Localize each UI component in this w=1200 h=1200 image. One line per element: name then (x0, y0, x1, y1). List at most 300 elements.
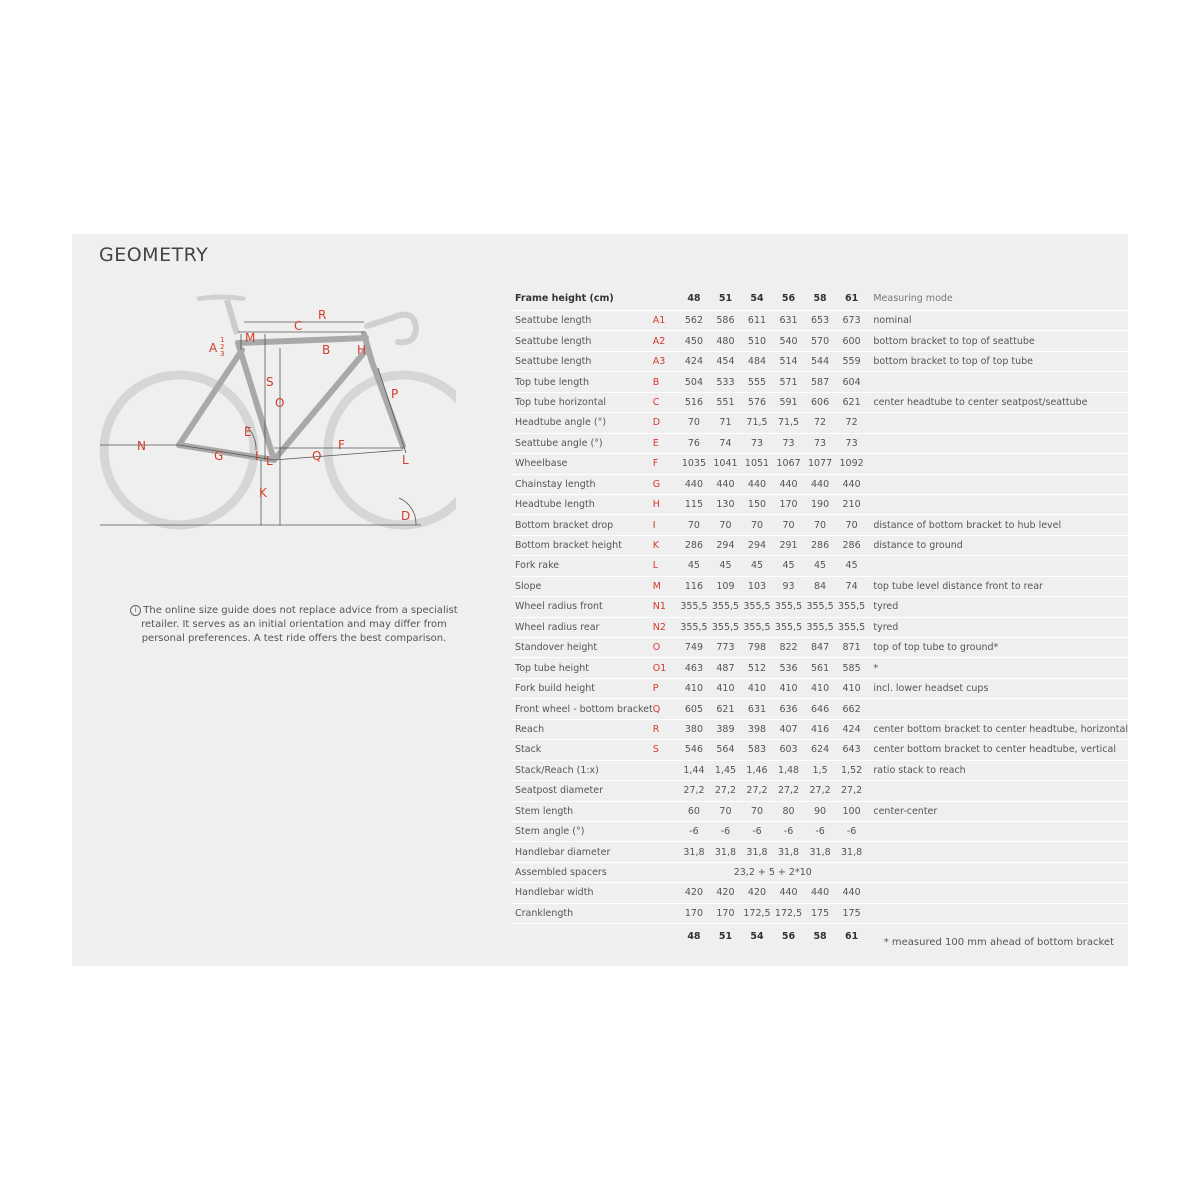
row-value: 74 (836, 576, 868, 596)
row-label: Seattube length (512, 311, 653, 331)
table-row (512, 862, 1128, 882)
row-value: 45 (678, 556, 710, 576)
row-value: 103 (741, 576, 773, 596)
row-mode: * (867, 658, 1128, 678)
label-c: C (294, 319, 303, 333)
row-label: Wheelbase (512, 454, 653, 474)
row-mode (867, 433, 1128, 453)
row-value: -6 (836, 821, 868, 841)
row-value: 600 (836, 331, 868, 351)
row-code (653, 842, 678, 862)
header-frame-height: Frame height (cm) (512, 286, 653, 311)
row-value: 27,2 (804, 781, 836, 801)
row-value: 1077 (804, 454, 836, 474)
row-value: 31,8 (773, 842, 805, 862)
row-mode (867, 474, 1128, 494)
row-mode (867, 454, 1128, 474)
row-value: 355,5 (836, 617, 868, 637)
row-label: Wheel radius front (512, 597, 653, 617)
row-value: 170 (773, 494, 805, 514)
row-value: 571 (773, 372, 805, 392)
row-value: 76 (678, 433, 710, 453)
row-value: 536 (773, 658, 805, 678)
table-row (512, 392, 1128, 412)
row-code (653, 903, 678, 923)
row-value: -6 (741, 821, 773, 841)
row-value: 450 (678, 331, 710, 351)
row-code: O (653, 638, 678, 658)
row-value: 31,8 (678, 842, 710, 862)
row-mode (867, 842, 1128, 862)
row-value: 410 (741, 678, 773, 698)
row-code: A1 (653, 311, 678, 331)
geometry-panel (72, 234, 1128, 966)
row-label: Stem length (512, 801, 653, 821)
row-value: 410 (710, 678, 742, 698)
row-value: 150 (741, 494, 773, 514)
row-value: 286 (678, 535, 710, 555)
row-value: 561 (804, 658, 836, 678)
label-f: F (338, 438, 345, 452)
row-value: 559 (836, 351, 868, 371)
row-mode: distance to ground (867, 535, 1128, 555)
row-code: H (653, 494, 678, 514)
row-label: Seattube length (512, 331, 653, 351)
row-value: 1,44 (678, 760, 710, 780)
row-label: Handlebar diameter (512, 842, 653, 862)
row-value: 407 (773, 719, 805, 739)
row-label: Cranklength (512, 903, 653, 923)
label-s: S (266, 375, 274, 389)
row-value: 1092 (836, 454, 868, 474)
row-value: 540 (773, 331, 805, 351)
table-row (512, 842, 1128, 862)
header-size: 61 (836, 286, 868, 311)
header-size: 48 (678, 286, 710, 311)
label-d: D (401, 509, 411, 523)
row-value: 585 (836, 658, 868, 678)
label-m: M (245, 331, 256, 345)
row-value: 27,2 (773, 781, 805, 801)
row-value: 1,5 (804, 760, 836, 780)
note-text: The online size guide does not replace advice from a specialist retailer. It serves as an initial orientation and may differ from personal preferences. A test ride offers the best comparison. (141, 605, 458, 644)
row-value: 555 (741, 372, 773, 392)
table-row (512, 658, 1128, 678)
row-value: 380 (678, 719, 710, 739)
row-value: 440 (773, 883, 805, 903)
label-b: B (322, 343, 331, 357)
row-value: 115 (678, 494, 710, 514)
row-value: 27,2 (678, 781, 710, 801)
row-value: 410 (836, 678, 868, 698)
row-mode: ratio stack to reach (867, 760, 1128, 780)
row-merged-value: 23,2 + 5 + 2*10 (678, 862, 867, 882)
row-value: 31,8 (741, 842, 773, 862)
row-mode (867, 883, 1128, 903)
label-k: K (259, 486, 267, 500)
row-value: 45 (836, 556, 868, 576)
handlebar (367, 315, 416, 343)
row-mode (867, 494, 1128, 514)
row-mode: nominal (867, 311, 1128, 331)
header-code (653, 286, 678, 311)
row-label: Chainstay length (512, 474, 653, 494)
row-value: 1035 (678, 454, 710, 474)
row-value: 611 (741, 311, 773, 331)
row-mode (867, 821, 1128, 841)
geometry-table (512, 286, 1128, 948)
row-value: 583 (741, 740, 773, 760)
label-l: L (266, 454, 273, 468)
table-row (512, 903, 1128, 923)
row-value: 175 (804, 903, 836, 923)
row-value: 170 (710, 903, 742, 923)
label-g: G (214, 449, 224, 463)
row-value: 749 (678, 638, 710, 658)
table-row (512, 821, 1128, 841)
row-mode (867, 903, 1128, 923)
row-value: 71,5 (741, 413, 773, 433)
label-h: H (357, 343, 367, 357)
row-value: 603 (773, 740, 805, 760)
row-value: 646 (804, 699, 836, 719)
row-value: 70 (836, 515, 868, 535)
row-value: 416 (804, 719, 836, 739)
row-value: 605 (678, 699, 710, 719)
row-value: 440 (678, 474, 710, 494)
row-value: 73 (804, 433, 836, 453)
table-row (512, 494, 1128, 514)
row-value: 70 (741, 801, 773, 821)
row-code (653, 883, 678, 903)
row-value: 673 (836, 311, 868, 331)
row-code: G (653, 474, 678, 494)
row-mode: center bottom bracket to center headtube, vertical (867, 740, 1128, 760)
row-value: 355,5 (773, 597, 805, 617)
row-value: 170 (678, 903, 710, 923)
row-value: 631 (741, 699, 773, 719)
row-code (653, 781, 678, 801)
seatpost (227, 300, 237, 334)
label-a3: 3 (220, 350, 225, 358)
row-value: 544 (804, 351, 836, 371)
row-value: 70 (773, 515, 805, 535)
row-value: 70 (678, 515, 710, 535)
row-value: 454 (710, 351, 742, 371)
row-value: 60 (678, 801, 710, 821)
row-value: -6 (804, 821, 836, 841)
row-value: 871 (836, 638, 868, 658)
row-mode: top of top tube to ground* (867, 638, 1128, 658)
row-code: O1 (653, 658, 678, 678)
row-mode: bottom bracket to top of top tube (867, 351, 1128, 371)
row-label: Handlebar width (512, 883, 653, 903)
row-value: 562 (678, 311, 710, 331)
bike-geometry-diagram (96, 288, 456, 538)
table-row (512, 535, 1128, 555)
footer-size: 61 (844, 930, 859, 942)
row-value: 73 (741, 433, 773, 453)
row-value: 45 (773, 556, 805, 576)
row-value: 440 (773, 474, 805, 494)
row-value: 504 (678, 372, 710, 392)
row-value: 100 (836, 801, 868, 821)
size-guide-note (124, 604, 464, 646)
row-value: 27,2 (836, 781, 868, 801)
row-value: 294 (741, 535, 773, 555)
row-value: 286 (836, 535, 868, 555)
row-value: 533 (710, 372, 742, 392)
label-r: R (318, 308, 327, 322)
row-label: Seattube angle (°) (512, 433, 653, 453)
row-code: R (653, 719, 678, 739)
row-value: 45 (710, 556, 742, 576)
row-value: 130 (710, 494, 742, 514)
row-value: 45 (804, 556, 836, 576)
row-code: N1 (653, 597, 678, 617)
row-label: Headtube angle (°) (512, 413, 653, 433)
row-code: A2 (653, 331, 678, 351)
row-label: Fork build height (512, 678, 653, 698)
footer-size: 58 (813, 930, 827, 942)
row-code: S (653, 740, 678, 760)
row-label: Top tube length (512, 372, 653, 392)
row-value: 27,2 (741, 781, 773, 801)
row-value: 463 (678, 658, 710, 678)
row-mode (867, 372, 1128, 392)
row-value: 389 (710, 719, 742, 739)
row-value: 90 (804, 801, 836, 821)
row-mode: distance of bottom bracket to hub level (867, 515, 1128, 535)
header-size: 58 (804, 286, 836, 311)
row-value: 420 (741, 883, 773, 903)
row-code: N2 (653, 617, 678, 637)
table-row (512, 617, 1128, 637)
row-value: 355,5 (678, 597, 710, 617)
table-row (512, 454, 1128, 474)
row-value: 116 (678, 576, 710, 596)
row-mode: bottom bracket to top of seattube (867, 331, 1128, 351)
row-code: Q (653, 699, 678, 719)
row-value: 636 (773, 699, 805, 719)
row-value: 587 (804, 372, 836, 392)
row-value: 798 (741, 638, 773, 658)
label-e: E (244, 425, 252, 439)
row-value: 291 (773, 535, 805, 555)
label-a2: 2 (220, 343, 225, 351)
table-row (512, 801, 1128, 821)
table-row (512, 781, 1128, 801)
row-value: 516 (678, 392, 710, 412)
row-mode: tyred (867, 597, 1128, 617)
row-label: Slope (512, 576, 653, 596)
row-label: Top tube height (512, 658, 653, 678)
row-value: 355,5 (678, 617, 710, 637)
row-code (653, 862, 678, 882)
row-value: 440 (836, 474, 868, 494)
row-mode (867, 556, 1128, 576)
row-value: 71,5 (773, 413, 805, 433)
row-value: 662 (836, 699, 868, 719)
row-code: A3 (653, 351, 678, 371)
row-value: 847 (804, 638, 836, 658)
row-label: Stack (512, 740, 653, 760)
row-label: Assembled spacers (512, 862, 653, 882)
row-code: E (653, 433, 678, 453)
row-value: 31,8 (710, 842, 742, 862)
row-value: -6 (710, 821, 742, 841)
table-row (512, 719, 1128, 739)
row-value: 355,5 (804, 617, 836, 637)
row-value: 1,48 (773, 760, 805, 780)
saddle (196, 295, 246, 302)
row-code: M (653, 576, 678, 596)
row-value: 487 (710, 658, 742, 678)
row-mode (867, 781, 1128, 801)
row-value: 27,2 (710, 781, 742, 801)
row-value: 355,5 (741, 597, 773, 617)
row-value: 70 (710, 801, 742, 821)
row-value: 31,8 (836, 842, 868, 862)
row-value: 1041 (710, 454, 742, 474)
row-label: Front wheel - bottom bracket (512, 699, 653, 719)
table-header-row (512, 286, 1128, 311)
row-value: 591 (773, 392, 805, 412)
row-code: B (653, 372, 678, 392)
row-value: 420 (678, 883, 710, 903)
row-code (653, 821, 678, 841)
row-value: 514 (773, 351, 805, 371)
table-row (512, 372, 1128, 392)
row-label: Bottom bracket height (512, 535, 653, 555)
header-measuring-mode: Measuring mode (867, 286, 1128, 311)
row-value: 484 (741, 351, 773, 371)
row-code (653, 760, 678, 780)
row-value: 1067 (773, 454, 805, 474)
page-title: GEOMETRY (99, 244, 209, 266)
row-value: 643 (836, 740, 868, 760)
row-value: 70 (710, 515, 742, 535)
row-value: 604 (836, 372, 868, 392)
label-i: I (255, 449, 259, 463)
label-l-fork: L (402, 453, 409, 467)
row-value: 440 (710, 474, 742, 494)
row-value: 172,5 (741, 903, 773, 923)
row-value: 286 (804, 535, 836, 555)
row-value: 424 (836, 719, 868, 739)
row-value: 355,5 (804, 597, 836, 617)
row-value: 71 (710, 413, 742, 433)
row-value: 355,5 (741, 617, 773, 637)
label-o: O (275, 396, 285, 410)
label-q: Q (312, 449, 322, 463)
rear-wheel (104, 375, 254, 525)
footnote: * measured 100 mm ahead of bottom bracket (883, 937, 1114, 948)
row-value: 621 (710, 699, 742, 719)
table-row (512, 413, 1128, 433)
row-code: I (653, 515, 678, 535)
table-row (512, 351, 1128, 371)
label-n: N (137, 439, 146, 453)
row-label: Standover height (512, 638, 653, 658)
footer-size: 56 (781, 930, 796, 942)
row-value: 45 (741, 556, 773, 576)
row-label: Stem angle (°) (512, 821, 653, 841)
row-mode (867, 413, 1128, 433)
row-value: 109 (710, 576, 742, 596)
top-tube (238, 338, 366, 343)
footer-code (653, 924, 678, 949)
row-mode: incl. lower headset cups (867, 678, 1128, 698)
label-p: P (391, 387, 399, 401)
row-value: 294 (710, 535, 742, 555)
table-row (512, 638, 1128, 658)
row-value: -6 (678, 821, 710, 841)
row-value: 653 (804, 311, 836, 331)
row-value: 84 (804, 576, 836, 596)
table-row (512, 556, 1128, 576)
table-row (512, 760, 1128, 780)
row-value: 70 (804, 515, 836, 535)
row-value: 420 (710, 883, 742, 903)
row-label: Seattube length (512, 351, 653, 371)
row-value: 510 (741, 331, 773, 351)
label-a1: 1 (220, 336, 225, 344)
row-value: 773 (710, 638, 742, 658)
row-mode (867, 699, 1128, 719)
row-label: Headtube length (512, 494, 653, 514)
row-value: 424 (678, 351, 710, 371)
row-label: Wheel radius rear (512, 617, 653, 637)
row-mode: tyred (867, 617, 1128, 637)
row-value: 606 (804, 392, 836, 412)
table-row (512, 883, 1128, 903)
row-value: 70 (741, 515, 773, 535)
row-label: Fork rake (512, 556, 653, 576)
row-label: Top tube horizontal (512, 392, 653, 412)
row-value: 631 (773, 311, 805, 331)
footer-spacer (512, 924, 653, 949)
row-value: 73 (773, 433, 805, 453)
row-label: Stack/Reach (1:x) (512, 760, 653, 780)
row-mode (867, 862, 1128, 882)
row-value: 210 (836, 494, 868, 514)
row-value: -6 (773, 821, 805, 841)
header-size: 54 (741, 286, 773, 311)
row-value: 31,8 (804, 842, 836, 862)
row-value: 564 (710, 740, 742, 760)
row-value: 1,46 (741, 760, 773, 780)
row-value: 398 (741, 719, 773, 739)
row-value: 822 (773, 638, 805, 658)
row-value: 1,45 (710, 760, 742, 780)
row-value: 355,5 (836, 597, 868, 617)
row-value: 70 (678, 413, 710, 433)
row-value: 80 (773, 801, 805, 821)
row-code (653, 801, 678, 821)
table-row (512, 515, 1128, 535)
table-row (512, 699, 1128, 719)
table-row (512, 474, 1128, 494)
row-label: Bottom bracket drop (512, 515, 653, 535)
row-value: 570 (804, 331, 836, 351)
row-value: 72 (804, 413, 836, 433)
footer-size: 54 (750, 930, 764, 942)
row-value: 546 (678, 740, 710, 760)
label-a: A (209, 341, 218, 355)
row-value: 586 (710, 311, 742, 331)
down-tube (274, 348, 368, 460)
